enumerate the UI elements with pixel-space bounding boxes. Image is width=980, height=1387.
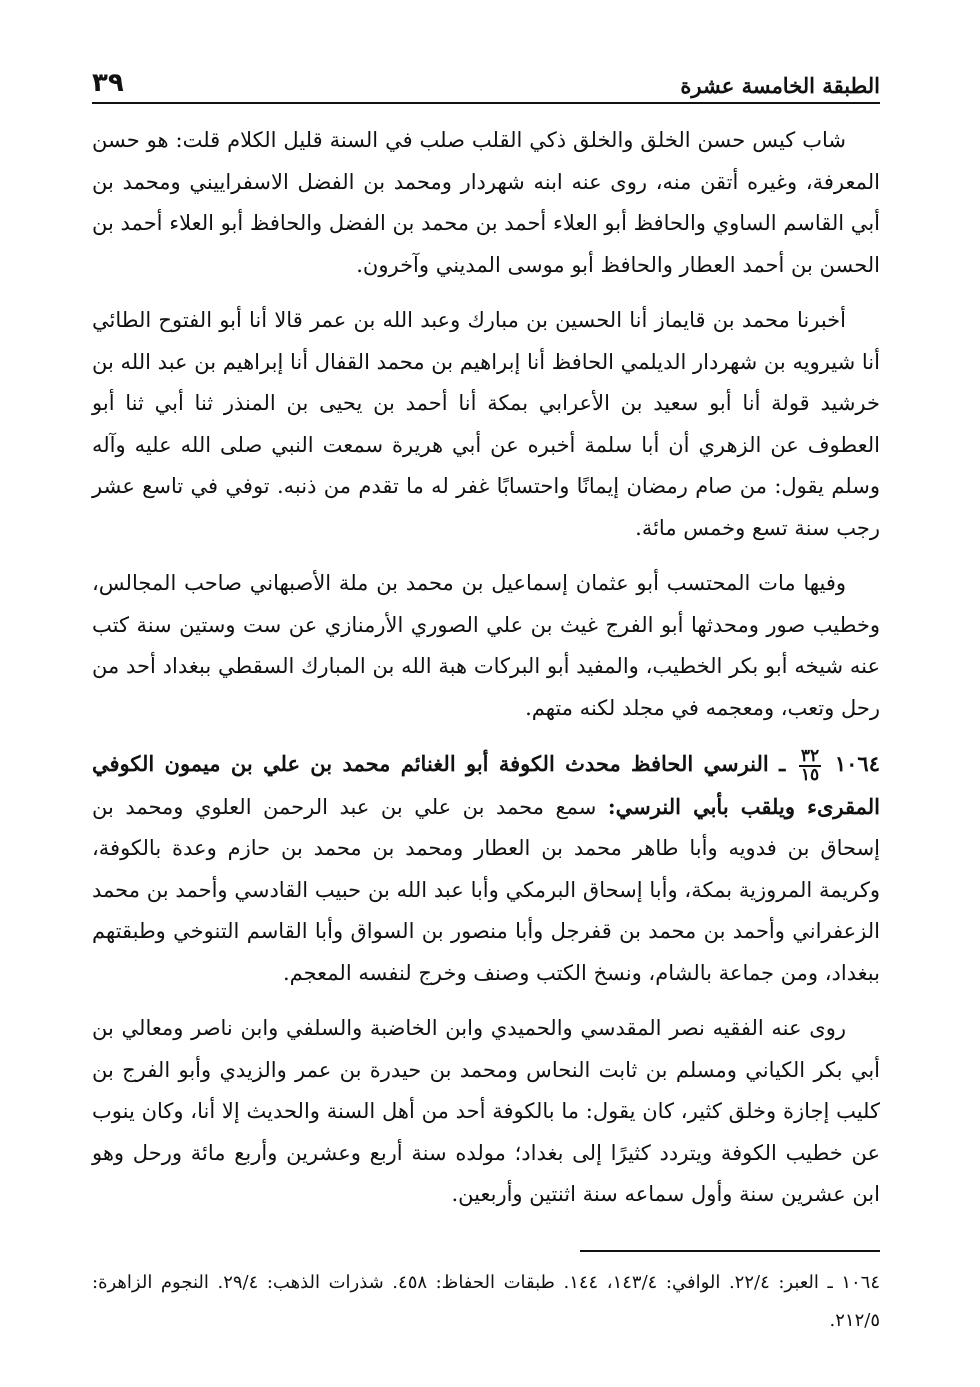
fraction-top: ٣٢ (800, 745, 820, 766)
biography-entry (92, 743, 880, 994)
fraction-bottom: ١٥ (800, 764, 820, 785)
entry-heading: ـ النرسي الحافظ محدث الكوفة أبو الغنائم محمد بن علي بن ميمون الكوفي المقرىء ويلقب بأبي النرسي: (92, 751, 881, 819)
paragraph-3: وفيها مات المحتسب أبو عثمان إسماعيل بن محمد بن ملة الأصبهاني صاحب المجالس، وخطيب صور ومحدثها أبو الفرج غيث بن علي الصوري الأرمنازي عن ست وستين سنة كتب عنه شيخه أبو بكر الخطيب، والمفيد أبو البركات هبة الله بن المبارك السقطي ببغداد أحد من رحل وتعب، ومعجمه في مجلد لكنه متهم. (92, 571, 880, 720)
header-rule (92, 102, 880, 104)
paragraph-1: شاب كيس حسن الخلق والخلق ذكي القلب صلب في السنة قليل الكلام قلت: هو حسن المعرفة، وغيره أتقن منه، روى عنه ابنه شهردار ومحمد بن الفضل الاسفراييني ومحمد بن أبي القاسم الساوي والحافظ أبو العلاء أحمد بن محمد بن الفضل والحافظ أبو العلاء أحمد بن الحسن بن أحمد العطار والحافظ أبو موسى المديني وآخرون. (92, 128, 880, 277)
entry-number: ١٠٦٤ (834, 751, 880, 776)
paragraph-2: أخبرنا محمد بن قايماز أنا الحسين بن مبارك وعبد الله بن عمر قالا أنا أبو الفتوح الطائي أنا شيرويه بن شهردار الديلمي الحافظ أنا إبراهيم بن محمد القفال أنا إبراهيم بن عبد الله بن خرشيد قولة أنا أبو سعيد بن الأعرابي بمكة أنا أحمد بن يحيى بن المنذر ثنا أبي ثنا أبو العطوف عن الزهري أن أبا سلمة أخبره عن أبي هريرة سمعت النبي صلى الله عليه وآله وسلم يقول: من صام رمضان إيمانًا واحتسابًا غفر له ما تقدم من ذنبه. توفي في تاسع عشر رجب سنة تسع وخمس مائة. (92, 308, 880, 540)
footnote-rule (580, 1250, 880, 1252)
running-title: الطبقة الخامسة عشرة (680, 73, 880, 98)
entry-fraction (799, 745, 821, 785)
footnote: ١٠٦٤ ـ العبر: ٢٢/٤. الوافي: ١٤٣/٤، ١٤٤. طبقات الحفاظ: ٤٥٨. شذرات الذهب: ٢٩/٤. النجوم الزاهرة: ٢١٢/٥. (92, 1272, 881, 1331)
page-number: ٣٩ (92, 68, 124, 98)
paragraph-last: روى عنه الفقيه نصر المقدسي والحميدي وابن الخاضبة والسلفي وابن ناصر ومعالي بن أبي بكر الكياني ومسلم بن ثابت النحاس ومحمد بن حيدرة بن عمر والزيدي وأبو الفرج بن كليب إجازة وخلق كثير، كان يقول: ما بالكوفة أحد من أهل السنة والحديث إلا أنا، وكان ينوب عن خطيب الكوفة ويتردد كثيرًا إلى بغداد؛ مولده سنة أربع وعشرين وأربع مائة ورحل وهو ابن عشرين سنة وأول سماعه سنة اثنتين وأربعين. (92, 1016, 880, 1206)
page-header (92, 52, 880, 98)
main-text (92, 120, 880, 1230)
entry-text: سمع محمد بن علي بن عبد الرحمن العلوي ومحمد بن إسحاق بن فدويه وأبا طاهر محمد بن العطار ومحمد بن محمد بن حازم وعدة بالكوفة، وكريمة المروزية بمكة، وأبا إسحاق البرمكي وأبا عبد الله بن حبيب القادسي وأحمد بن محمد الزعفراني وأحمد بن محمد بن قفرجل وأبا منصور بن السواق وأبا القاسم التنوخي وطبقتهم ببغداد، ومن جماعة بالشام، ونسخ الكتب وصنف وخرج لنفسه المعجم. (92, 794, 880, 985)
